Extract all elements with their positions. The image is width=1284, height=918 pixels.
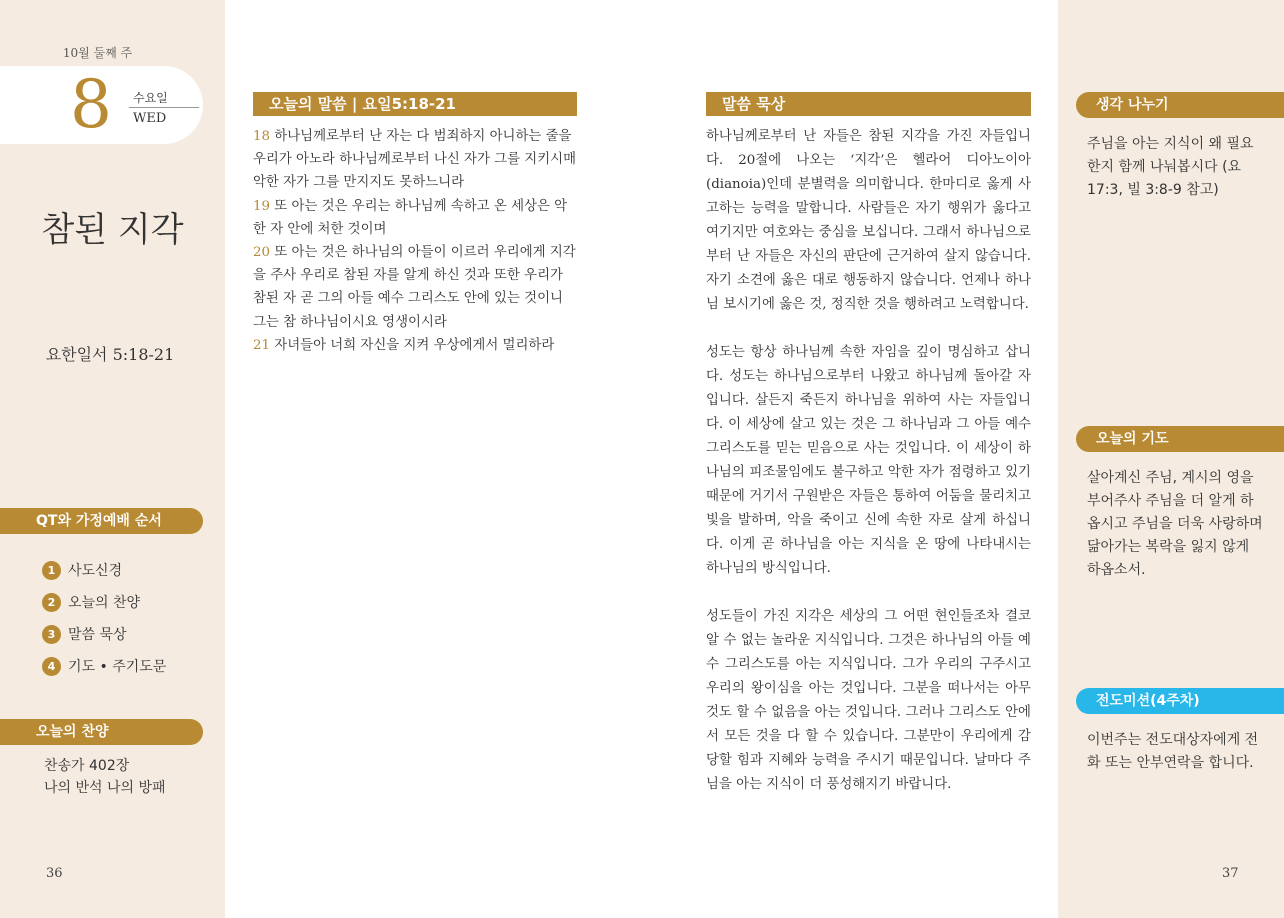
prayer-header: 오늘의 기도 [1076, 426, 1284, 452]
meditation-body [706, 125, 1031, 821]
day-of-week-en: WED [133, 111, 167, 126]
hymn-number: 찬송가 402장 [44, 758, 130, 774]
page-number-right: 37 [1222, 866, 1239, 881]
verse-number: 18 [253, 129, 271, 144]
verse-text: 자녀들아 너희 자신을 지켜 우상에게서 멀리하라 [270, 337, 555, 353]
number-badge: 3 [42, 625, 61, 644]
mission-text: 이번주는 전도대상자에게 전화 또는 안부연락을 합니다. [1087, 732, 1259, 771]
list-item [42, 650, 166, 682]
verse-text: 또 아는 것은 하나님의 아들이 이르러 우리에게 지각을 주사 우리로 참된 자를 알게 하신 것과 또한 우리가 참된 자 곧 그의 아들 예수 그리스도 안에 있는 것이니 그는 참 하나님이시요 영생이시라 [253, 245, 576, 330]
scripture-reference: 요한일서 5:18-21 [45, 345, 175, 364]
day-divider [129, 107, 199, 108]
meditation-paragraph: 성도들이 가진 지각은 세상의 그 어떤 현인들조차 결코 알 수 없는 놀라운 지식입니다. 그것은 하나님의 아들 예수 그리스도를 아는 지식입니다. 그가 우리의 구주시고 우리의 왕이심을 아는 것입니다. 그분을 떠나서는 아무것도 할 수 없음을 아는 것입니다. 그러나 그리스도 안에서 모든 것을 다 할 수 있습니다. 그분만이 우리에게 감당할 힘과 지혜와 능력을 주시기 때문입니다. 날마다 주님을 아는 지식이 더 풍성해지기 바랍니다. [706, 609, 1031, 792]
meditation-paragraph: 성도는 항상 하나님께 속한 자임을 깊이 명심하고 삽니다. 성도는 하나님으로부터 나왔고 하나님께 돌아갈 자입니다. 살든지 죽든지 하나님을 위하여 사는 자들입니다. 이 세상에 살고 있는 것은 그 하나님과 그 아들 예수 그리스도를 믿는 믿음으로 사는 것입니다. 이 세상이 하나님의 피조물임에도 불구하고 악한 자가 점령하고 있기 때문에 거기서 구원받은 자들은 통하여 어둠을 물리치고 빛을 발하며, 악을 죽이고 신에 속한 자로 살게 하십니다. 이게 곧 하나님을 아는 지식을 온 땅에 나타내시는 하나님의 방식입니다. [706, 345, 1031, 576]
mission-header: 전도미션(4주차) [1076, 688, 1284, 714]
hymn-header: 오늘의 찬양 [0, 719, 203, 745]
list-item-label: 말씀 묵상 [68, 627, 127, 643]
hymn-info [44, 755, 166, 799]
number-badge: 1 [42, 561, 61, 580]
list-item-label: 기도 • 주기도문 [68, 659, 167, 675]
order-list [42, 554, 166, 682]
list-item-label: 오늘의 찬양 [68, 595, 141, 611]
prayer-text: 살아계신 주님, 계시의 영을 부어주사 주님을 더 알게 하옵시고 주님을 더욱 사랑하며 닮아가는 복락을 잃지 않게 하옵소서. [1087, 470, 1263, 578]
word-header: 오늘의 말씀 | 요일5:18-21 [253, 92, 577, 116]
date-number: 8 [70, 66, 112, 143]
verse-number: 19 [253, 198, 271, 214]
meditation-header: 말씀 묵상 [706, 92, 1031, 116]
verse-number: 21 [253, 337, 271, 353]
number-badge: 4 [42, 657, 61, 676]
page-title: 참된 지각 [41, 210, 184, 250]
verse-text: 하나님께로부터 난 자는 다 범죄하지 아니하는 줄을 우리가 아노라 하나님께로부터 나신 자가 그를 지키시매 악한 자가 그를 만지지도 못하느니라 [253, 129, 577, 191]
share-header: 생각 나누기 [1076, 92, 1284, 118]
share-text: 주님을 아는 지식이 왜 필요한지 함께 나눠봅시다 (요 17:3, 빌 3:8-9 참고) [1087, 136, 1254, 198]
verses [253, 125, 579, 357]
number-badge: 2 [42, 593, 61, 612]
meditation-paragraph: 하나님께로부터 난 자들은 참된 지각을 가진 자들입니다. 20절에 나오는 ‘지각’은 헬라어 디아노이아(dianoia)인데 분별력을 의미합니다. 한마디로 옳게 사고하는 능력을 말합니다. 사람들은 자기 행위가 옳다고 여기지만 여호와는 중심을 보십니다. 그래서 하나님으로부터 난 자들은 자신의 판단에 근거하여 살지 않습니다. 자기 소견에 옳은 대로 행동하지 않습니다. 언제나 하나님 보시기에 옳은 것, 정직한 것을 행하려고 노력합니다. [706, 129, 1031, 312]
page-number-left: 36 [46, 866, 63, 881]
list-item-label: 사도신경 [68, 563, 123, 579]
verse-number: 20 [253, 245, 271, 261]
list-item [42, 618, 166, 650]
list-item [42, 554, 166, 586]
hymn-title: 나의 반석 나의 방패 [44, 780, 166, 796]
order-header: QT와 가정예배 순서 [0, 508, 203, 534]
verse-text: 또 아는 것은 우리는 하나님께 속하고 온 세상은 악한 자 안에 처한 것이며 [253, 198, 568, 237]
day-of-week-ko: 수요일 [133, 91, 168, 105]
week-label: 10월 둘째 주 [62, 46, 133, 60]
list-item [42, 586, 166, 618]
